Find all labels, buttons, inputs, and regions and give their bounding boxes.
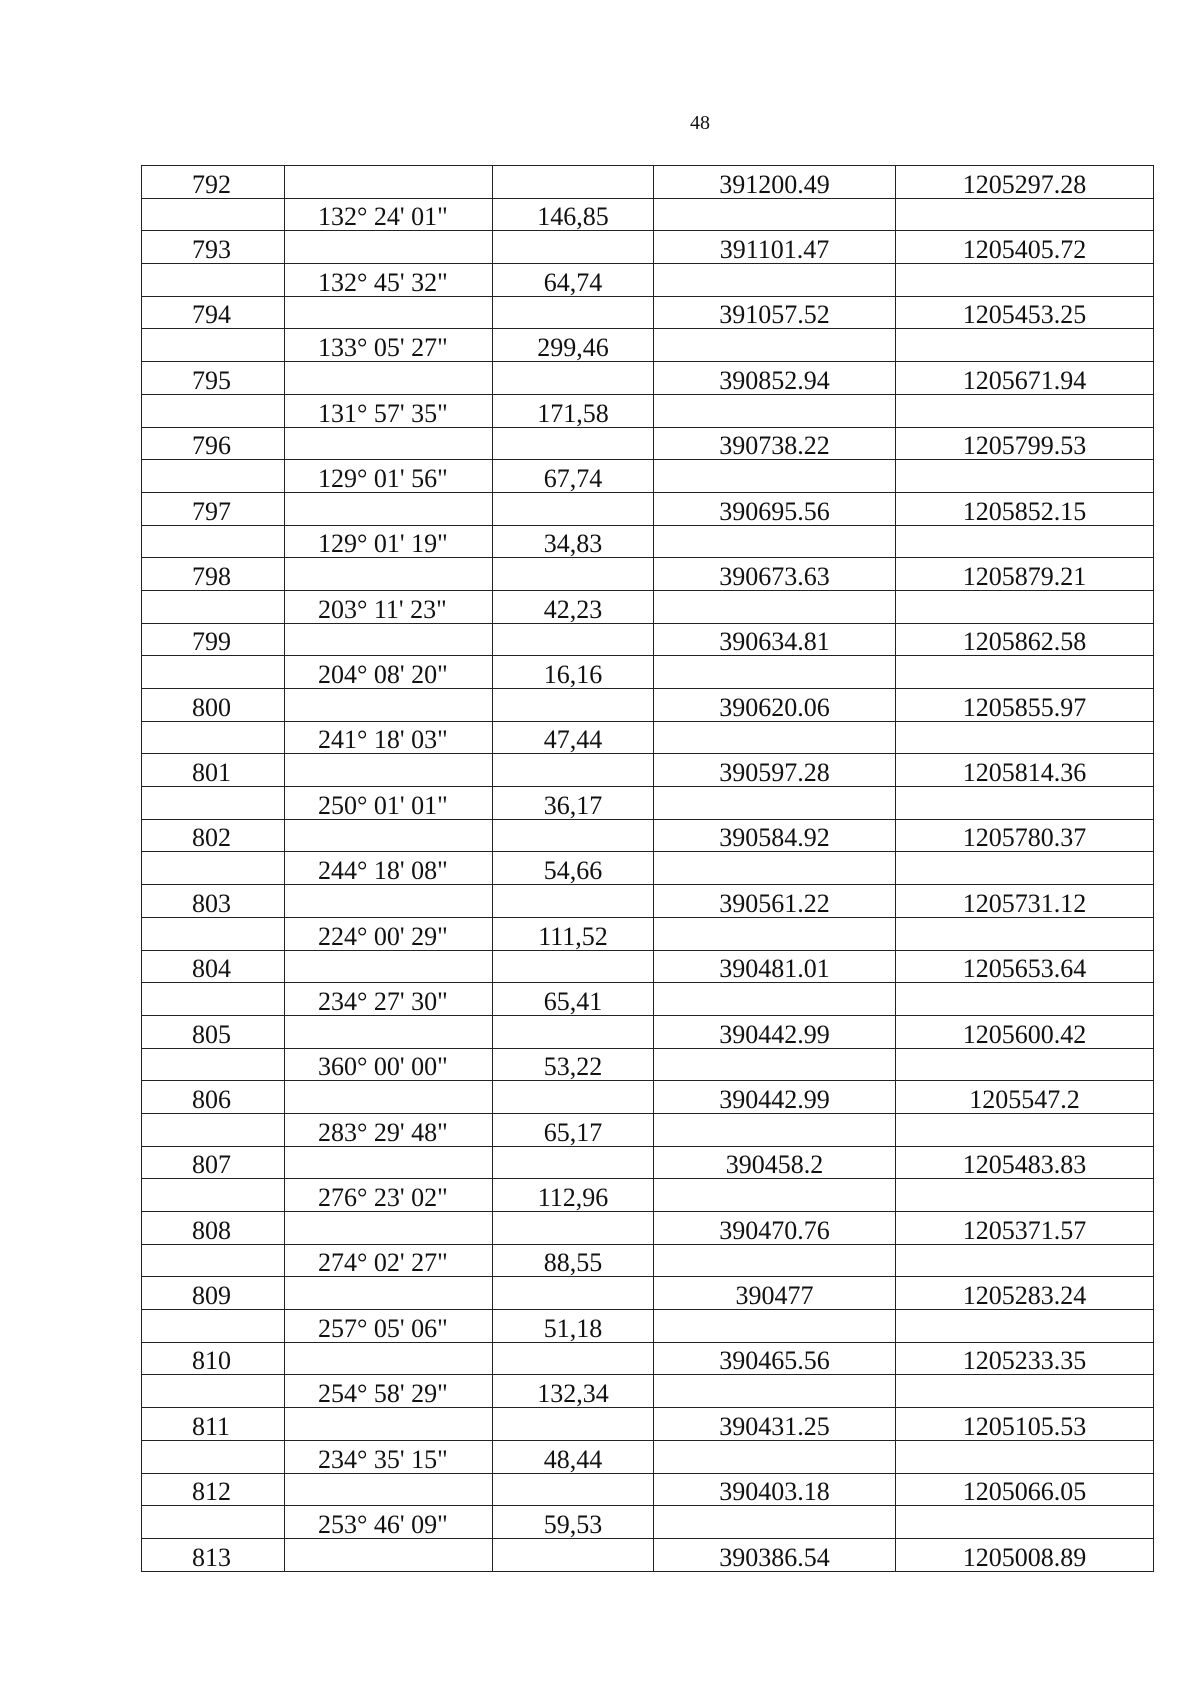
point-row	[142, 819, 1154, 852]
distance-cell	[493, 1538, 654, 1571]
distance-cell: 112,96	[493, 1179, 654, 1212]
segment-row	[142, 525, 1154, 558]
x-coordinate-cell: 390634.81	[654, 623, 896, 656]
y-coordinate-cell: 1205297.28	[896, 166, 1154, 199]
point-number-cell	[142, 1310, 285, 1343]
y-coordinate-cell: 1205653.64	[896, 950, 1154, 983]
x-coordinate-cell	[654, 1113, 896, 1146]
segment-row	[142, 852, 1154, 885]
y-coordinate-cell	[896, 721, 1154, 754]
point-number-cell: 813	[142, 1538, 285, 1571]
segment-row	[142, 1440, 1154, 1473]
distance-cell: 51,18	[493, 1310, 654, 1343]
x-coordinate-cell: 390673.63	[654, 558, 896, 591]
x-coordinate-cell: 390403.18	[654, 1473, 896, 1506]
y-coordinate-cell	[896, 656, 1154, 689]
segment-row	[142, 1048, 1154, 1081]
distance-cell	[493, 1212, 654, 1245]
segment-row	[142, 198, 1154, 231]
y-coordinate-cell: 1205799.53	[896, 427, 1154, 460]
x-coordinate-cell	[654, 1048, 896, 1081]
point-row	[142, 754, 1154, 787]
y-coordinate-cell	[896, 917, 1154, 950]
distance-cell: 47,44	[493, 721, 654, 754]
point-number-cell	[142, 787, 285, 820]
y-coordinate-cell	[896, 1375, 1154, 1408]
distance-cell	[493, 492, 654, 525]
distance-cell	[493, 819, 654, 852]
y-coordinate-cell: 1205671.94	[896, 362, 1154, 395]
segment-row	[142, 1113, 1154, 1146]
segment-row	[142, 1506, 1154, 1539]
point-number-cell	[142, 329, 285, 362]
y-coordinate-cell: 1205879.21	[896, 558, 1154, 591]
point-number-cell: 802	[142, 819, 285, 852]
y-coordinate-cell	[896, 1244, 1154, 1277]
x-coordinate-cell: 390481.01	[654, 950, 896, 983]
point-row	[142, 296, 1154, 329]
distance-cell	[493, 1408, 654, 1441]
point-number-cell	[142, 1048, 285, 1081]
x-coordinate-cell	[654, 460, 896, 493]
distance-cell: 16,16	[493, 656, 654, 689]
distance-cell	[493, 1277, 654, 1310]
x-coordinate-cell	[654, 787, 896, 820]
direction-angle-cell: 203° 11' 23"	[285, 590, 493, 623]
page-number: 48	[690, 112, 710, 134]
direction-angle-cell	[285, 689, 493, 722]
point-number-cell	[142, 721, 285, 754]
segment-row	[142, 721, 1154, 754]
x-coordinate-cell: 390584.92	[654, 819, 896, 852]
distance-cell	[493, 885, 654, 918]
x-coordinate-cell: 390477	[654, 1277, 896, 1310]
direction-angle-cell	[285, 1538, 493, 1571]
x-coordinate-cell	[654, 394, 896, 427]
point-number-cell	[142, 198, 285, 231]
point-row	[142, 1538, 1154, 1571]
distance-cell	[493, 1015, 654, 1048]
point-number-cell	[142, 590, 285, 623]
point-row	[142, 950, 1154, 983]
segment-row	[142, 917, 1154, 950]
direction-angle-cell: 234° 27' 30"	[285, 983, 493, 1016]
coordinates-table	[141, 165, 1154, 1572]
point-row	[142, 166, 1154, 199]
direction-angle-cell: 250° 01' 01"	[285, 787, 493, 820]
y-coordinate-cell: 1205731.12	[896, 885, 1154, 918]
direction-angle-cell: 133° 05' 27"	[285, 329, 493, 362]
distance-cell: 36,17	[493, 787, 654, 820]
point-row	[142, 689, 1154, 722]
x-coordinate-cell: 390465.56	[654, 1342, 896, 1375]
distance-cell: 34,83	[493, 525, 654, 558]
direction-angle-cell: 129° 01' 56"	[285, 460, 493, 493]
direction-angle-cell: 257° 05' 06"	[285, 1310, 493, 1343]
point-number-cell: 811	[142, 1408, 285, 1441]
point-number-cell: 808	[142, 1212, 285, 1245]
direction-angle-cell	[285, 1342, 493, 1375]
distance-cell: 146,85	[493, 198, 654, 231]
segment-row	[142, 983, 1154, 1016]
distance-cell: 65,41	[493, 983, 654, 1016]
direction-angle-cell	[285, 166, 493, 199]
direction-angle-cell	[285, 1408, 493, 1441]
direction-angle-cell	[285, 1146, 493, 1179]
direction-angle-cell: 234° 35' 15"	[285, 1440, 493, 1473]
point-row	[142, 1408, 1154, 1441]
point-number-cell	[142, 1244, 285, 1277]
x-coordinate-cell	[654, 198, 896, 231]
direction-angle-cell: 254° 58' 29"	[285, 1375, 493, 1408]
x-coordinate-cell: 391057.52	[654, 296, 896, 329]
x-coordinate-cell	[654, 1375, 896, 1408]
point-number-cell: 804	[142, 950, 285, 983]
distance-cell	[493, 231, 654, 264]
point-number-cell: 794	[142, 296, 285, 329]
point-row	[142, 427, 1154, 460]
y-coordinate-cell: 1205483.83	[896, 1146, 1154, 1179]
distance-cell: 48,44	[493, 1440, 654, 1473]
y-coordinate-cell	[896, 525, 1154, 558]
direction-angle-cell: 274° 02' 27"	[285, 1244, 493, 1277]
y-coordinate-cell	[896, 460, 1154, 493]
x-coordinate-cell	[654, 983, 896, 1016]
y-coordinate-cell	[896, 1506, 1154, 1539]
point-number-cell: 800	[142, 689, 285, 722]
distance-cell: 53,22	[493, 1048, 654, 1081]
distance-cell: 54,66	[493, 852, 654, 885]
point-number-cell: 793	[142, 231, 285, 264]
point-row	[142, 558, 1154, 591]
y-coordinate-cell: 1205453.25	[896, 296, 1154, 329]
distance-cell	[493, 362, 654, 395]
y-coordinate-cell: 1205600.42	[896, 1015, 1154, 1048]
x-coordinate-cell	[654, 852, 896, 885]
y-coordinate-cell: 1205780.37	[896, 819, 1154, 852]
distance-cell: 42,23	[493, 590, 654, 623]
direction-angle-cell: 204° 08' 20"	[285, 656, 493, 689]
x-coordinate-cell: 390597.28	[654, 754, 896, 787]
x-coordinate-cell: 390458.2	[654, 1146, 896, 1179]
segment-row	[142, 264, 1154, 297]
direction-angle-cell	[285, 885, 493, 918]
x-coordinate-cell	[654, 264, 896, 297]
point-number-cell: 805	[142, 1015, 285, 1048]
x-coordinate-cell: 390852.94	[654, 362, 896, 395]
distance-cell	[493, 689, 654, 722]
y-coordinate-cell: 1205852.15	[896, 492, 1154, 525]
point-row	[142, 1081, 1154, 1114]
distance-cell: 171,58	[493, 394, 654, 427]
y-coordinate-cell: 1205855.97	[896, 689, 1154, 722]
y-coordinate-cell: 1205371.57	[896, 1212, 1154, 1245]
distance-cell	[493, 950, 654, 983]
point-row	[142, 1342, 1154, 1375]
y-coordinate-cell	[896, 264, 1154, 297]
direction-angle-cell: 241° 18' 03"	[285, 721, 493, 754]
y-coordinate-cell	[896, 394, 1154, 427]
coordinates-table-body	[142, 166, 1154, 1572]
y-coordinate-cell: 1205814.36	[896, 754, 1154, 787]
x-coordinate-cell	[654, 1440, 896, 1473]
point-number-cell: 792	[142, 166, 285, 199]
direction-angle-cell	[285, 296, 493, 329]
distance-cell	[493, 1473, 654, 1506]
y-coordinate-cell	[896, 1310, 1154, 1343]
point-number-cell: 810	[142, 1342, 285, 1375]
direction-angle-cell	[285, 819, 493, 852]
x-coordinate-cell	[654, 721, 896, 754]
y-coordinate-cell	[896, 1179, 1154, 1212]
direction-angle-cell	[285, 1212, 493, 1245]
point-number-cell: 798	[142, 558, 285, 591]
y-coordinate-cell: 1205233.35	[896, 1342, 1154, 1375]
segment-row	[142, 656, 1154, 689]
direction-angle-cell: 224° 00' 29"	[285, 917, 493, 950]
distance-cell: 67,74	[493, 460, 654, 493]
distance-cell	[493, 1146, 654, 1179]
distance-cell	[493, 296, 654, 329]
distance-cell: 132,34	[493, 1375, 654, 1408]
point-row	[142, 362, 1154, 395]
distance-cell: 299,46	[493, 329, 654, 362]
direction-angle-cell	[285, 231, 493, 264]
point-number-cell: 803	[142, 885, 285, 918]
segment-row	[142, 1244, 1154, 1277]
distance-cell: 111,52	[493, 917, 654, 950]
point-number-cell: 796	[142, 427, 285, 460]
x-coordinate-cell: 391101.47	[654, 231, 896, 264]
point-number-cell	[142, 525, 285, 558]
y-coordinate-cell	[896, 852, 1154, 885]
x-coordinate-cell: 390442.99	[654, 1015, 896, 1048]
segment-row	[142, 1310, 1154, 1343]
x-coordinate-cell: 390561.22	[654, 885, 896, 918]
direction-angle-cell	[285, 1473, 493, 1506]
segment-row	[142, 590, 1154, 623]
y-coordinate-cell	[896, 1048, 1154, 1081]
distance-cell: 88,55	[493, 1244, 654, 1277]
distance-cell	[493, 1081, 654, 1114]
distance-cell	[493, 1342, 654, 1375]
distance-cell	[493, 427, 654, 460]
point-row	[142, 492, 1154, 525]
x-coordinate-cell	[654, 1244, 896, 1277]
point-row	[142, 1146, 1154, 1179]
direction-angle-cell: 244° 18' 08"	[285, 852, 493, 885]
point-number-cell	[142, 1179, 285, 1212]
distance-cell	[493, 754, 654, 787]
point-number-cell: 795	[142, 362, 285, 395]
x-coordinate-cell: 390386.54	[654, 1538, 896, 1571]
y-coordinate-cell	[896, 590, 1154, 623]
direction-angle-cell	[285, 427, 493, 460]
point-number-cell: 801	[142, 754, 285, 787]
point-number-cell	[142, 852, 285, 885]
y-coordinate-cell: 1205547.2	[896, 1081, 1154, 1114]
point-number-cell	[142, 1113, 285, 1146]
x-coordinate-cell: 391200.49	[654, 166, 896, 199]
x-coordinate-cell: 390620.06	[654, 689, 896, 722]
y-coordinate-cell	[896, 1113, 1154, 1146]
distance-cell: 65,17	[493, 1113, 654, 1146]
y-coordinate-cell	[896, 329, 1154, 362]
direction-angle-cell	[285, 492, 493, 525]
segment-row	[142, 1179, 1154, 1212]
y-coordinate-cell	[896, 1440, 1154, 1473]
x-coordinate-cell	[654, 1506, 896, 1539]
x-coordinate-cell: 390695.56	[654, 492, 896, 525]
segment-row	[142, 329, 1154, 362]
point-number-cell	[142, 983, 285, 1016]
segment-row	[142, 787, 1154, 820]
distance-cell: 64,74	[493, 264, 654, 297]
point-row	[142, 231, 1154, 264]
direction-angle-cell: 129° 01' 19"	[285, 525, 493, 558]
x-coordinate-cell	[654, 525, 896, 558]
x-coordinate-cell	[654, 917, 896, 950]
direction-angle-cell: 132° 24' 01"	[285, 198, 493, 231]
x-coordinate-cell	[654, 1179, 896, 1212]
y-coordinate-cell: 1205405.72	[896, 231, 1154, 264]
point-number-cell: 807	[142, 1146, 285, 1179]
distance-cell	[493, 623, 654, 656]
distance-cell	[493, 558, 654, 591]
x-coordinate-cell	[654, 656, 896, 689]
point-row	[142, 1212, 1154, 1245]
point-number-cell: 797	[142, 492, 285, 525]
distance-cell	[493, 166, 654, 199]
point-number-cell: 809	[142, 1277, 285, 1310]
direction-angle-cell	[285, 1277, 493, 1310]
y-coordinate-cell: 1205283.24	[896, 1277, 1154, 1310]
segment-row	[142, 394, 1154, 427]
y-coordinate-cell	[896, 787, 1154, 820]
x-coordinate-cell: 390442.99	[654, 1081, 896, 1114]
point-number-cell	[142, 1440, 285, 1473]
direction-angle-cell	[285, 558, 493, 591]
x-coordinate-cell	[654, 329, 896, 362]
direction-angle-cell: 131° 57' 35"	[285, 394, 493, 427]
y-coordinate-cell: 1205008.89	[896, 1538, 1154, 1571]
y-coordinate-cell	[896, 198, 1154, 231]
point-number-cell	[142, 264, 285, 297]
point-number-cell	[142, 394, 285, 427]
direction-angle-cell: 360° 00' 00"	[285, 1048, 493, 1081]
point-number-cell: 812	[142, 1473, 285, 1506]
point-number-cell	[142, 917, 285, 950]
x-coordinate-cell: 390431.25	[654, 1408, 896, 1441]
point-row	[142, 1015, 1154, 1048]
point-row	[142, 1277, 1154, 1310]
point-number-cell: 806	[142, 1081, 285, 1114]
y-coordinate-cell	[896, 983, 1154, 1016]
direction-angle-cell	[285, 1015, 493, 1048]
y-coordinate-cell: 1205105.53	[896, 1408, 1154, 1441]
direction-angle-cell: 253° 46' 09"	[285, 1506, 493, 1539]
x-coordinate-cell	[654, 1310, 896, 1343]
point-number-cell	[142, 656, 285, 689]
x-coordinate-cell	[654, 590, 896, 623]
direction-angle-cell	[285, 623, 493, 656]
point-number-cell	[142, 1506, 285, 1539]
point-row	[142, 885, 1154, 918]
direction-angle-cell: 132° 45' 32"	[285, 264, 493, 297]
point-number-cell	[142, 460, 285, 493]
y-coordinate-cell: 1205862.58	[896, 623, 1154, 656]
point-number-cell	[142, 1375, 285, 1408]
point-number-cell: 799	[142, 623, 285, 656]
segment-row	[142, 460, 1154, 493]
x-coordinate-cell: 390738.22	[654, 427, 896, 460]
direction-angle-cell: 283° 29' 48"	[285, 1113, 493, 1146]
direction-angle-cell	[285, 754, 493, 787]
y-coordinate-cell: 1205066.05	[896, 1473, 1154, 1506]
direction-angle-cell	[285, 950, 493, 983]
x-coordinate-cell: 390470.76	[654, 1212, 896, 1245]
distance-cell: 59,53	[493, 1506, 654, 1539]
point-row	[142, 623, 1154, 656]
direction-angle-cell	[285, 362, 493, 395]
direction-angle-cell	[285, 1081, 493, 1114]
point-row	[142, 1473, 1154, 1506]
segment-row	[142, 1375, 1154, 1408]
direction-angle-cell: 276° 23' 02"	[285, 1179, 493, 1212]
